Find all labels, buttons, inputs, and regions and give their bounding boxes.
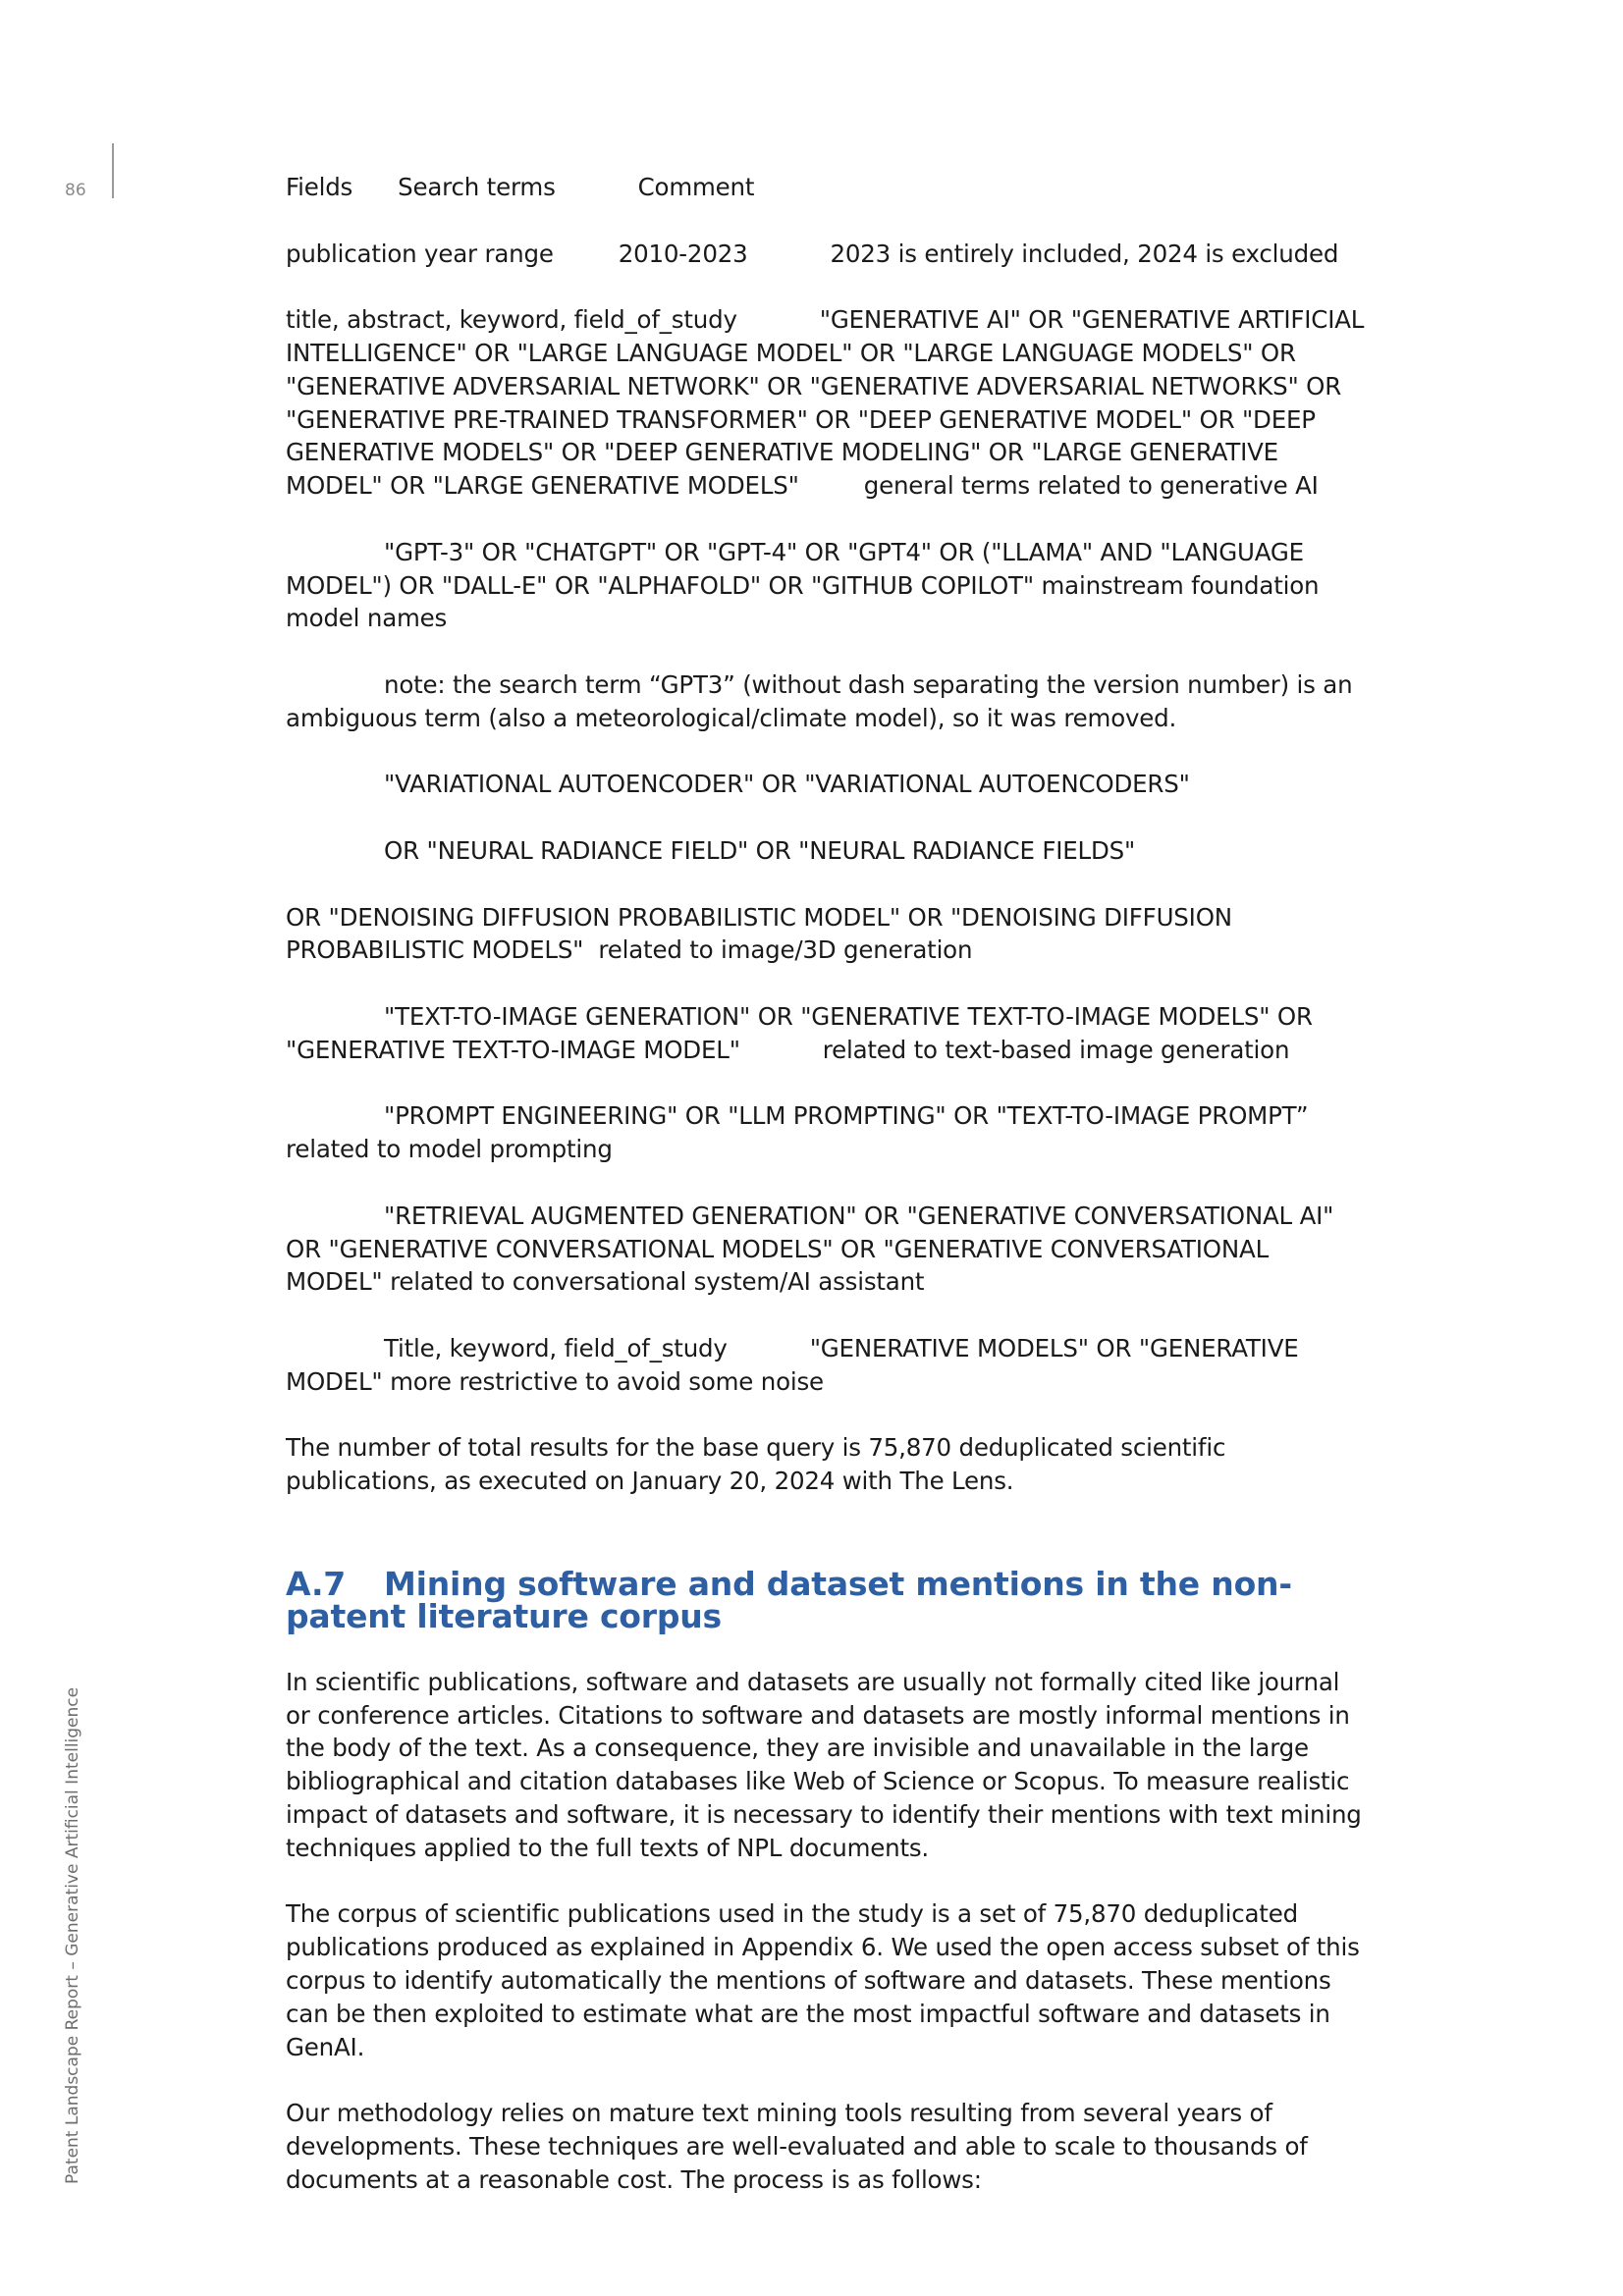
table-row xyxy=(286,834,1366,868)
section-title: Mining software and dataset mentions in the non-patent literature corpus xyxy=(286,1564,1292,1636)
table-row xyxy=(286,1332,1366,1399)
body-paragraph: In scientific publications, software and datasets are usually not formally cited like journal or conference articles. Citations to software and datasets are mostly informal mentions in the body of the text. As a consequence, they are invisible and unavailable in the large bibliographical and citation databases like Web of Science or Scopus. To measure realistic impact of datasets and software, it is necessary to identify their mentions with text mining techniques applied to the full texts of NPL documents. xyxy=(286,1667,1362,1862)
running-side-title: Patent Landscape Report – Generative Artificial Intelligence xyxy=(63,1686,82,2184)
row-terms: "GENERATIVE MODELS" OR "GENERATIVE MODEL" xyxy=(286,1333,1299,1396)
row-field: Title, keyword, field_of_study xyxy=(384,1333,728,1362)
table-header-row xyxy=(286,171,1366,204)
row-comment: related to conversational system/AI assistant xyxy=(390,1267,925,1297)
header-fields: Fields xyxy=(286,173,353,201)
row-terms: "TEXT-TO-IMAGE GENERATION" OR "GENERATIVE TEXT-TO-IMAGE MODELS" OR "GENERATIVE TEXT-TO-IMAGE MODEL" xyxy=(286,1001,1313,1064)
row-comment: mainstream foundation model names xyxy=(286,570,1320,633)
total-results-paragraph: The number of total results for the base query is 75,870 deduplicated scientific publications, as executed on January 20, 2024 with The Lens. xyxy=(286,1433,1226,1496)
row-comment: 2023 is entirely included, 2024 is excluded xyxy=(830,239,1339,268)
header-comment: Comment xyxy=(637,173,755,201)
row-comment: general terms related to generative AI xyxy=(863,471,1319,501)
section-number: A.7 xyxy=(286,1564,347,1603)
page-content xyxy=(286,171,1366,2229)
row-comment: related to image/3D generation xyxy=(598,935,973,965)
table-row xyxy=(286,238,1366,271)
table-row xyxy=(286,536,1366,635)
row-comment: related to model prompting xyxy=(286,1135,613,1164)
table-row xyxy=(286,768,1366,801)
row-terms: "GENERATIVE AI" OR "GENERATIVE ARTIFICIAL INTELLIGENCE" OR "LARGE LANGUAGE MODEL" OR "LARGE LANGUAGE MODELS" OR "GENERATIVE ADVERSARIAL NETWORK" OR "GENERATIVE ADVERSARIAL NETWORKS" OR "GENERATIVE PRE-TRAINED TRANSFORMER" OR "DEEP GENERATIVE MODEL" OR "DEEP GENERATIVE MODELS" OR "DEEP GENERATIVE MODELING" OR "LARGE GENERATIVE MODEL" OR "LARGE GENERATIVE MODELS" xyxy=(286,305,1365,501)
row-terms: OR "DENOISING DIFFUSION PROBABILISTIC MODEL" OR "DENOISING DIFFUSION PROBABILISTIC MODELS" xyxy=(286,902,1232,965)
row-terms: 2010-2023 xyxy=(618,239,748,268)
body-paragraph: Our methodology relies on mature text mining tools resulting from several years of developments. These techniques are well-evaluated and able to scale to thousands of documents at a reasonable cost. The process is as follows: xyxy=(286,2099,1308,2194)
row-terms: "PROMPT ENGINEERING" OR "LLM PROMPTING" OR "TEXT-TO-IMAGE PROMPT” xyxy=(384,1101,1309,1131)
row-terms: OR "NEURAL RADIANCE FIELD" OR "NEURAL RADIANCE FIELDS" xyxy=(384,835,1136,865)
page-number: 86 xyxy=(65,181,86,200)
row-terms: "GPT-3" OR "CHATGPT" OR "GPT-4" OR "GPT4" OR ("LLAMA" AND "LANGUAGE MODEL") OR "DALL-E" OR "ALPHAFOLD" OR "GITHUB COPILOT" xyxy=(286,537,1304,600)
row-field: title, abstract, keyword, field_of_study xyxy=(286,305,737,335)
header-search-terms: Search terms xyxy=(398,173,556,201)
row-note: note: the search term “GPT3” (without dash separating the version number) is an ambiguous term (also a meteorological/climate model), so it was removed. xyxy=(286,669,1353,732)
table-row xyxy=(286,1099,1366,1166)
section-heading xyxy=(286,1564,1366,1636)
row-terms: "RETRIEVAL AUGMENTED GENERATION" OR "GENERATIVE CONVERSATIONAL AI" OR "GENERATIVE CONVERSATIONAL MODELS" OR "GENERATIVE CONVERSATIONAL MODEL" xyxy=(286,1201,1334,1297)
row-terms: "VARIATIONAL AUTOENCODER" OR "VARIATIONAL AUTOENCODERS" xyxy=(384,770,1190,799)
table-row xyxy=(286,1200,1366,1299)
page-number-divider xyxy=(112,143,114,198)
body-paragraph: The corpus of scientific publications used in the study is a set of 75,870 deduplicated publications produced as explained in Appendix 6. We used the open access subset of this corpus to identify automatically the mentions of software and datasets. These mentions can be then exploited to estimate what are the most impactful software and datasets in GenAI. xyxy=(286,1899,1360,2061)
row-field: publication year range xyxy=(286,239,554,268)
table-row xyxy=(286,303,1366,503)
table-row xyxy=(286,901,1366,968)
table-row xyxy=(286,1000,1366,1067)
table-row xyxy=(286,668,1366,735)
row-comment: more restrictive to avoid some noise xyxy=(390,1366,824,1396)
row-comment: related to text-based image generation xyxy=(822,1035,1290,1064)
